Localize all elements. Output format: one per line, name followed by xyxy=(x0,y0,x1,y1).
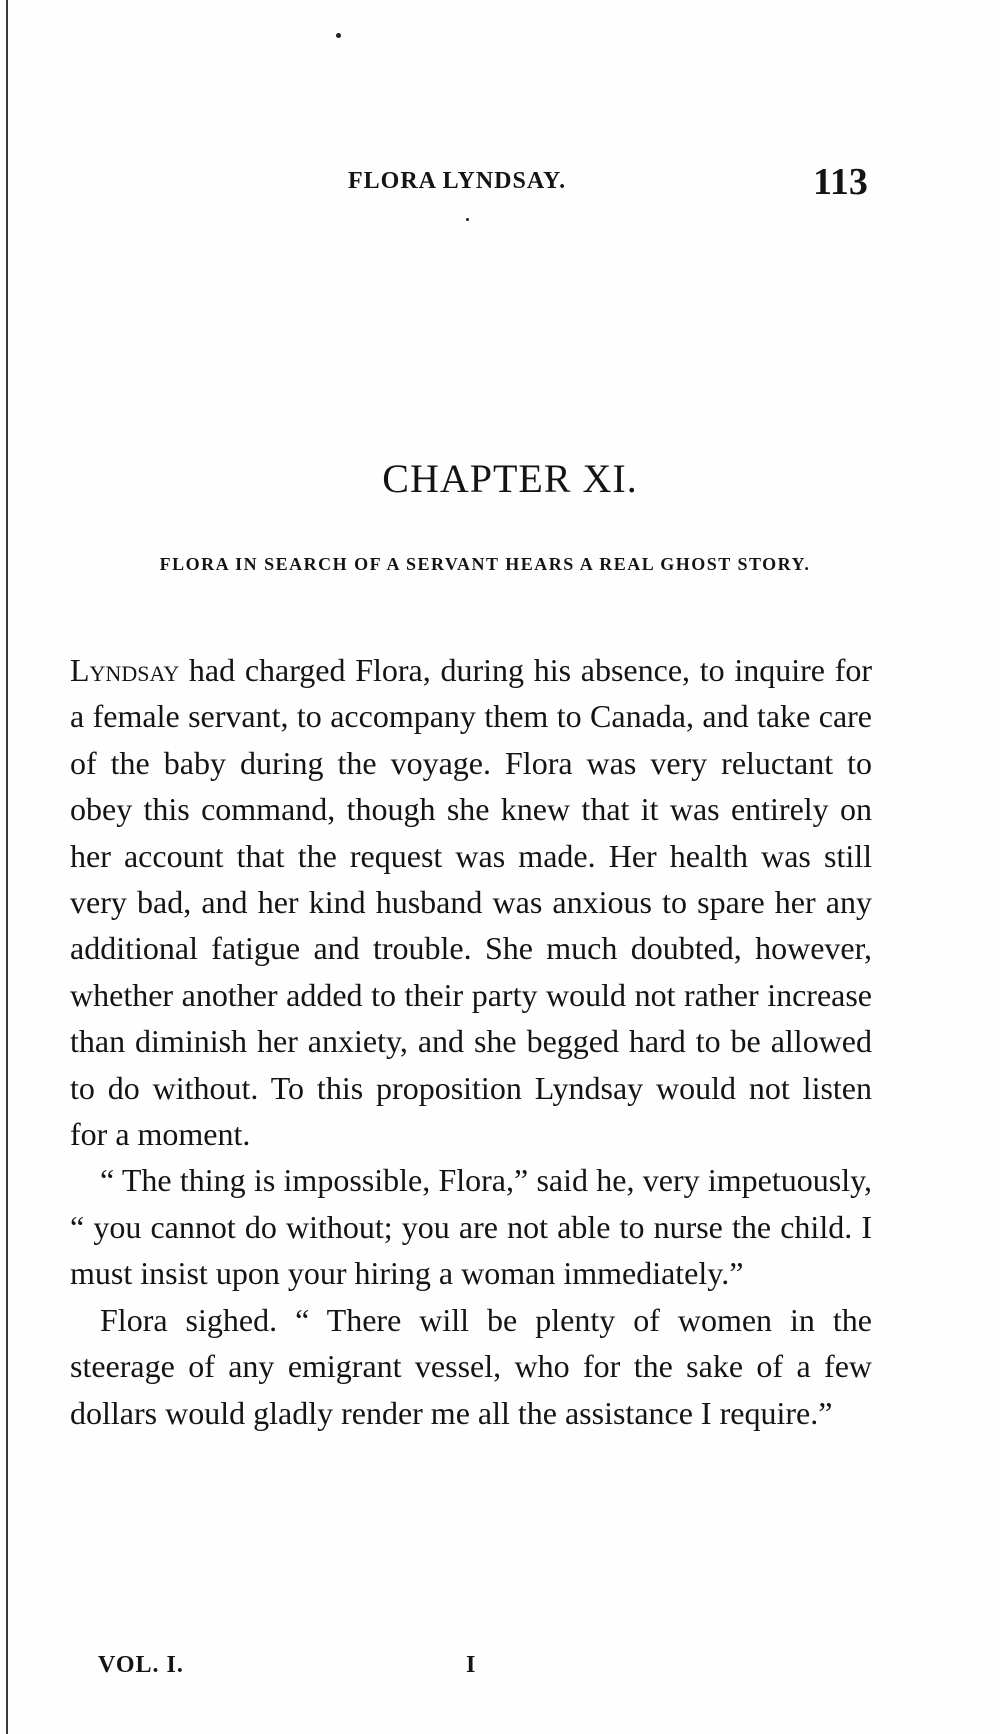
paragraph: “ The thing is impossible, Flora,” said he, very impetuously, “ you cannot do without; you are not able to nurse the child. I must insist upon your hiring a woman immediately.” xyxy=(70,1162,872,1292)
ink-speck xyxy=(336,33,341,38)
paragraph-text: had charged Flora, during his absence, to inquire for a female servant, to accompany them to Canada, and take care of the baby during the voyage. Flora was very reluctant to obey this command, though she knew that it was entirely on her account that the request was made. Her health was still very bad, and her kind husband was anxious to spare her any additional fatigue and trouble. She much doubted, however, whether another added to their party would not rather increase than diminish her anxiety, and she begged hard to be allowed to do without. To this proposition Lyndsay would not listen for a moment. xyxy=(70,652,872,1153)
running-title: FLORA LYNDSAY. xyxy=(348,168,567,194)
paragraph: Flora sighed. “ There will be plenty of women in the steerage of any emigrant vessel, who for the sake of a few dollars would gladly render me all the assistance I require.” xyxy=(70,1301,872,1431)
paragraph xyxy=(70,647,872,1157)
running-header xyxy=(0,160,1000,210)
chapter-subtitle: FLORA IN SEARCH OF A SERVANT HEARS A REAL GHOST STORY. xyxy=(159,554,811,574)
ink-speck xyxy=(466,218,469,221)
signature-volume: VOL. I. xyxy=(98,1652,184,1678)
chapter-heading: CHAPTER XI. xyxy=(382,456,638,501)
signature-mark: I xyxy=(466,1652,476,1678)
page-number: 113 xyxy=(813,161,868,203)
page-edge-line xyxy=(6,0,8,1734)
lead-word: Lyndsay xyxy=(70,652,180,688)
body-text xyxy=(70,647,872,1436)
page-footer xyxy=(0,1652,1000,1692)
